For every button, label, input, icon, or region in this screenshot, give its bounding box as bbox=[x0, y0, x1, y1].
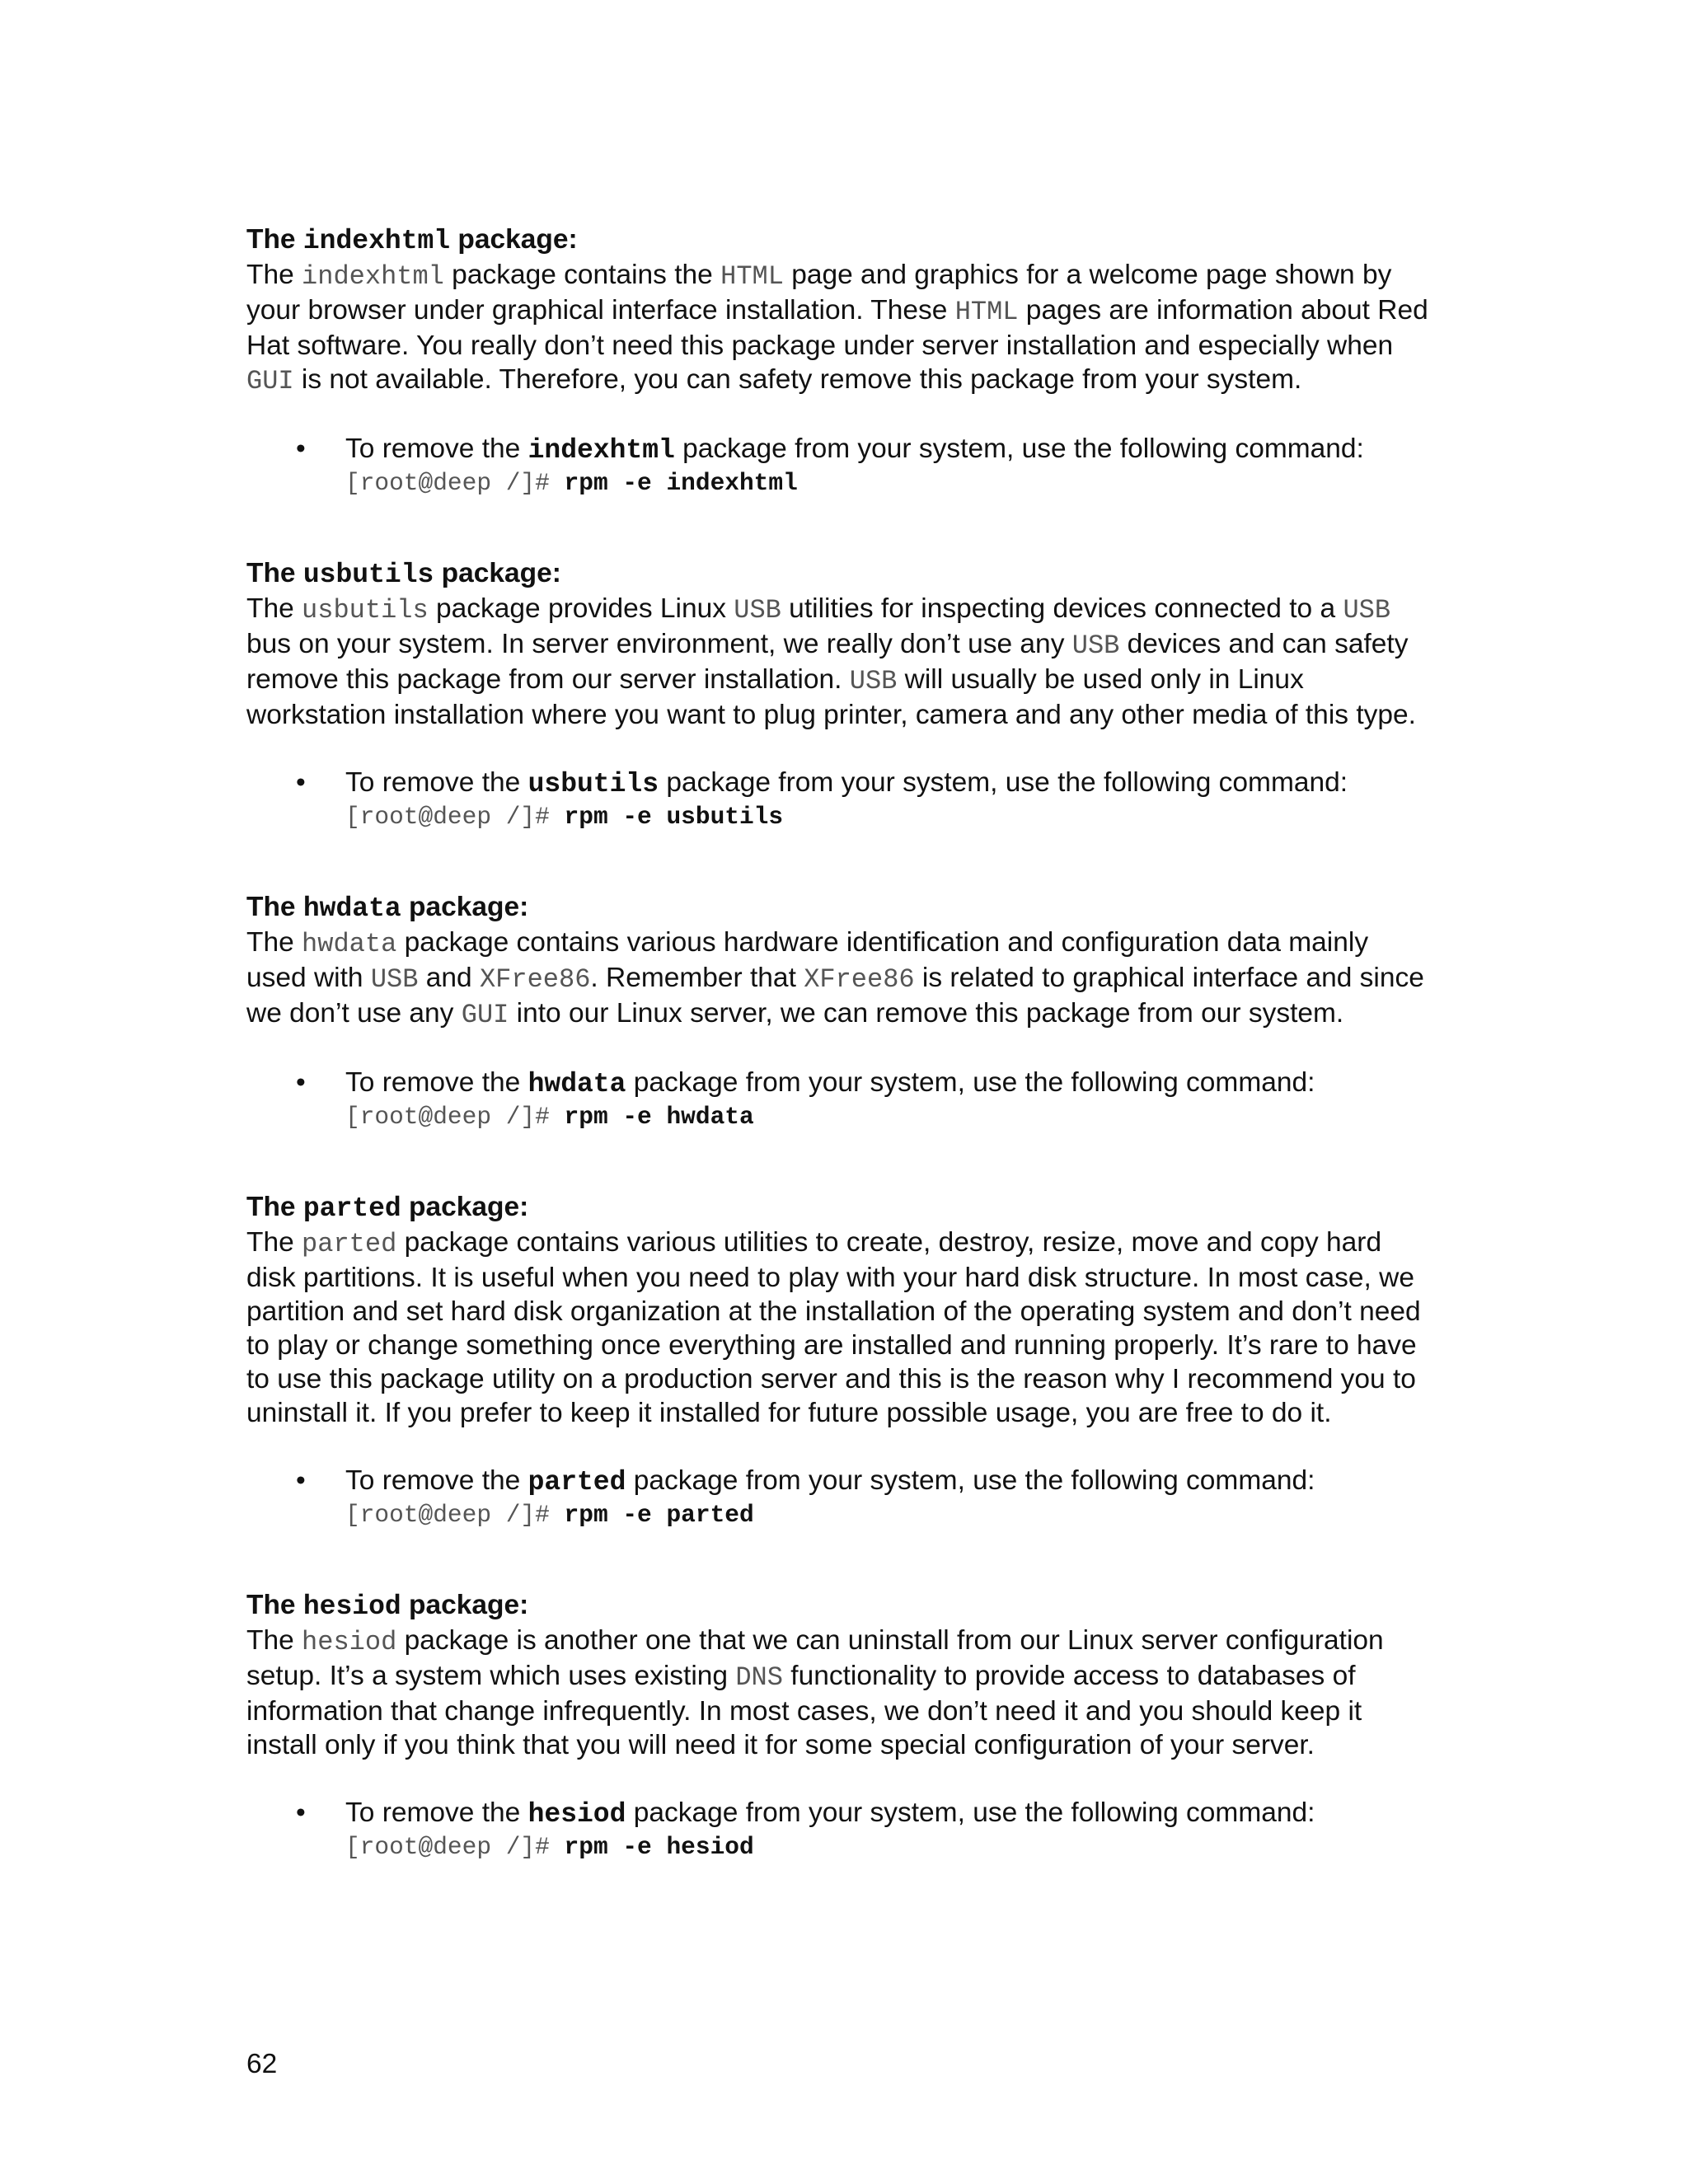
body-line bbox=[246, 996, 1450, 1032]
bullet-text-post: package from your system, use the following command: bbox=[633, 1465, 1315, 1496]
text-run: functionality to provide access to databases of bbox=[782, 1661, 1356, 1691]
text-run: The bbox=[246, 260, 302, 290]
text-run: workstation installation where you want to plug printer, camera and any other media of this type. bbox=[246, 700, 1416, 730]
package-section bbox=[246, 223, 1450, 499]
body-line bbox=[246, 1329, 1450, 1362]
section-title-prefix: The bbox=[246, 1192, 296, 1222]
package-section bbox=[246, 890, 1450, 1132]
body-line bbox=[246, 663, 1450, 698]
sections-container bbox=[246, 223, 1450, 1863]
bullet-text-pre: To remove the bbox=[345, 1067, 521, 1098]
bullet-text-post: package from your system, use the following command: bbox=[666, 767, 1348, 798]
section-title bbox=[246, 1588, 1450, 1624]
bullet-package-name: parted bbox=[528, 1467, 626, 1497]
section-title-suffix: package: bbox=[441, 558, 561, 588]
text-run: used with bbox=[246, 963, 371, 993]
bullet-text-pre: To remove the bbox=[345, 1465, 521, 1496]
inline-code: DNS bbox=[735, 1662, 783, 1693]
bullet-icon: • bbox=[296, 767, 306, 798]
inline-code: USB bbox=[370, 964, 419, 995]
bullet-package-name: indexhtml bbox=[528, 435, 675, 466]
text-run: to play or change something once everything are installed and running properly. It’s rare to have bbox=[246, 1330, 1417, 1361]
section-title-package: indexhtml bbox=[302, 226, 451, 256]
text-run: your browser under graphical interface installation. These bbox=[246, 295, 955, 326]
inline-code: USB bbox=[1071, 630, 1120, 661]
body-line bbox=[246, 258, 1450, 293]
page-number: 62 bbox=[246, 2049, 278, 2079]
bullet-text-post: package from your system, use the following command: bbox=[633, 1797, 1315, 1828]
section-title-package: hesiod bbox=[302, 1591, 401, 1622]
text-run: The bbox=[246, 927, 302, 958]
inline-code: parted bbox=[302, 1229, 397, 1259]
inline-code: USB bbox=[1343, 595, 1391, 626]
text-run: install only if you think that you will need it for some special configuration of your server. bbox=[246, 1730, 1315, 1760]
bullet-icon: • bbox=[296, 1797, 306, 1828]
section-title bbox=[246, 890, 1450, 926]
bullet-text bbox=[345, 1464, 1450, 1499]
body-line bbox=[246, 1226, 1450, 1261]
text-run: is not available. Therefore, you can safety remove this package from your system. bbox=[293, 364, 1302, 395]
bullet-text-pre: To remove the bbox=[345, 767, 521, 798]
shell-prompt: [root@deep /]# bbox=[345, 1501, 550, 1529]
bullet-item bbox=[246, 1066, 1450, 1132]
text-run: Hat software. You really don’t need this package under server installation and especially when bbox=[246, 330, 1394, 361]
bullet-text-pre: To remove the bbox=[345, 1797, 521, 1828]
text-run: we don’t use any bbox=[246, 998, 462, 1029]
section-title-suffix: package: bbox=[409, 1192, 529, 1222]
body-line bbox=[246, 1694, 1450, 1728]
body-line bbox=[246, 1362, 1450, 1396]
section-title-package: parted bbox=[302, 1193, 401, 1224]
body-line bbox=[246, 1624, 1450, 1659]
bullet-icon: • bbox=[296, 434, 306, 464]
text-run: uninstall it. If you prefer to keep it installed for future possible usage, you are free to do it. bbox=[246, 1398, 1332, 1428]
text-run: disk partitions. It is useful when you need to play with your hard disk structure. In most case, we bbox=[246, 1263, 1414, 1293]
text-run: pages are information about Red bbox=[1018, 295, 1428, 326]
inline-code: HTML bbox=[720, 261, 784, 292]
text-run: devices and can safety bbox=[1119, 629, 1409, 659]
inline-code: GUI bbox=[461, 1000, 509, 1030]
text-run: setup. It’s a system which uses existing bbox=[246, 1661, 736, 1691]
body-line bbox=[246, 1728, 1450, 1762]
body-line bbox=[246, 329, 1450, 363]
package-section bbox=[246, 1588, 1450, 1863]
text-run: package contains the bbox=[443, 260, 721, 290]
bullet-item bbox=[246, 1464, 1450, 1530]
shell-command: rpm -e parted bbox=[564, 1501, 754, 1529]
command-line bbox=[345, 801, 1450, 832]
bullet-text-pre: To remove the bbox=[345, 434, 521, 464]
bullet-item bbox=[246, 432, 1450, 499]
body-line bbox=[246, 961, 1450, 996]
inline-code: XFree86 bbox=[804, 964, 915, 995]
text-run: remove this package from our server installation. bbox=[246, 664, 850, 695]
inline-code: indexhtml bbox=[302, 261, 444, 292]
shell-command: rpm -e hesiod bbox=[564, 1833, 754, 1861]
text-run: The bbox=[246, 593, 302, 624]
text-run: into our Linux server, we can remove this package from our system. bbox=[509, 998, 1344, 1029]
body-line bbox=[246, 363, 1450, 398]
inline-code: hesiod bbox=[302, 1627, 397, 1657]
section-title-suffix: package: bbox=[409, 892, 529, 922]
section-title bbox=[246, 223, 1450, 258]
bullet-package-name: usbutils bbox=[528, 769, 659, 799]
inline-code: USB bbox=[734, 595, 781, 626]
body-line bbox=[246, 1295, 1450, 1329]
text-run: information that change infrequently. In most cases, we don’t need it and you should keep it bbox=[246, 1696, 1362, 1727]
text-run: package provides Linux bbox=[428, 593, 734, 624]
section-title-prefix: The bbox=[246, 892, 296, 922]
shell-command: rpm -e hwdata bbox=[564, 1103, 754, 1131]
section-title-prefix: The bbox=[246, 558, 296, 588]
bullet-text bbox=[345, 432, 1450, 467]
inline-code: GUI bbox=[246, 366, 294, 396]
shell-prompt: [root@deep /]# bbox=[345, 469, 550, 497]
bullet-text-post: package from your system, use the following command: bbox=[633, 1067, 1315, 1098]
bullet-text-post: package from your system, use the following command: bbox=[682, 434, 1364, 464]
command-line bbox=[345, 467, 1450, 499]
section-title-package: usbutils bbox=[302, 560, 434, 590]
bullet-text bbox=[345, 766, 1450, 801]
body-line bbox=[246, 627, 1450, 663]
section-title-package: hwdata bbox=[302, 893, 401, 924]
bullet-item bbox=[246, 766, 1450, 832]
document-page bbox=[246, 223, 1450, 1920]
command-line bbox=[345, 1499, 1450, 1530]
section-title-suffix: package: bbox=[409, 1590, 529, 1620]
text-run: partition and set hard disk organization at the installation of the operating system and don’t need bbox=[246, 1296, 1421, 1327]
text-run: and bbox=[418, 963, 480, 993]
inline-code: usbutils bbox=[302, 595, 429, 626]
body-line bbox=[246, 293, 1450, 329]
body-line bbox=[246, 926, 1450, 961]
bullet-text bbox=[345, 1066, 1450, 1101]
bullet-text bbox=[345, 1796, 1450, 1831]
section-title-prefix: The bbox=[246, 224, 296, 255]
text-run: to use this package utility on a production server and this is the reason why I recommend you to bbox=[246, 1364, 1416, 1394]
text-run: bus on your system. In server environment, we really don’t use any bbox=[246, 629, 1072, 659]
body-line bbox=[246, 1396, 1450, 1430]
bullet-package-name: hwdata bbox=[528, 1069, 626, 1099]
bullet-icon: • bbox=[296, 1067, 306, 1098]
body-line bbox=[246, 698, 1450, 732]
inline-code: HTML bbox=[954, 297, 1019, 327]
bullet-package-name: hesiod bbox=[528, 1799, 626, 1830]
bullet-icon: • bbox=[296, 1465, 306, 1496]
text-run: page and graphics for a welcome page shown by bbox=[783, 260, 1392, 290]
text-run: The bbox=[246, 1625, 302, 1656]
section-title bbox=[246, 556, 1450, 592]
text-run: package is another one that we can uninstall from our Linux server configuration bbox=[396, 1625, 1384, 1656]
shell-prompt: [root@deep /]# bbox=[345, 1103, 550, 1131]
body-line bbox=[246, 592, 1450, 627]
command-line bbox=[345, 1101, 1450, 1132]
text-run: The bbox=[246, 1227, 302, 1258]
section-title-prefix: The bbox=[246, 1590, 296, 1620]
shell-prompt: [root@deep /]# bbox=[345, 803, 550, 831]
text-run: utilities for inspecting devices connected to a bbox=[781, 593, 1343, 624]
package-section bbox=[246, 1190, 1450, 1530]
body-line bbox=[246, 1659, 1450, 1694]
inline-code: USB bbox=[849, 666, 898, 696]
inline-code: hwdata bbox=[302, 929, 397, 959]
text-run: . Remember that bbox=[590, 963, 804, 993]
section-title-suffix: package: bbox=[457, 224, 578, 255]
text-run: package contains various utilities to create, destroy, resize, move and copy hard bbox=[396, 1227, 1382, 1258]
bullet-item bbox=[246, 1796, 1450, 1863]
text-run: is related to graphical interface and since bbox=[914, 963, 1424, 993]
text-run: package contains various hardware identification and configuration data mainly bbox=[396, 927, 1369, 958]
inline-code: XFree86 bbox=[479, 964, 591, 995]
shell-command: rpm -e indexhtml bbox=[564, 469, 798, 497]
shell-command: rpm -e usbutils bbox=[564, 803, 784, 831]
package-section bbox=[246, 556, 1450, 832]
shell-prompt: [root@deep /]# bbox=[345, 1833, 550, 1861]
body-line bbox=[246, 1261, 1450, 1295]
text-run: will usually be used only in Linux bbox=[897, 664, 1304, 695]
command-line bbox=[345, 1831, 1450, 1863]
section-title bbox=[246, 1190, 1450, 1226]
